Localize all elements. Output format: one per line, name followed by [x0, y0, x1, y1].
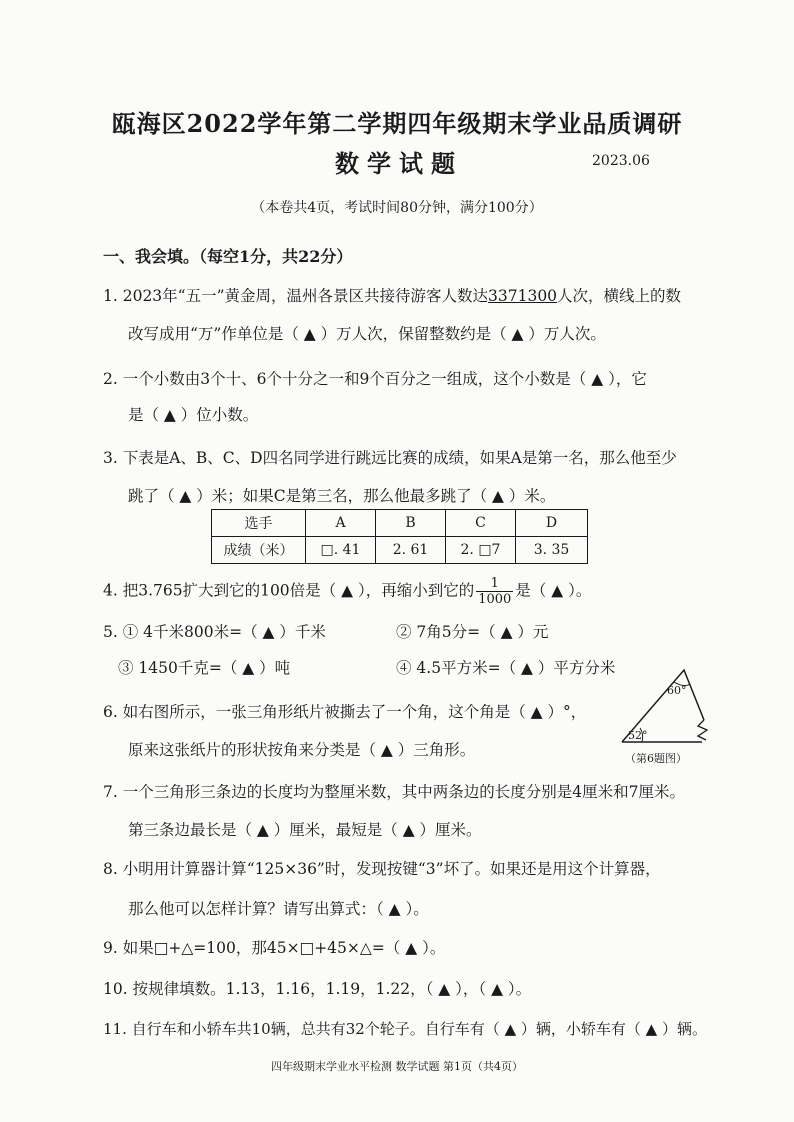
score-table [211, 509, 588, 564]
table-header-cell: A [306, 510, 376, 537]
question-5-part-2: ② 7角5分=（ ▲ ）元 [396, 623, 549, 641]
table-header-cell: 选手 [212, 510, 306, 537]
table-header-cell: B [376, 510, 446, 537]
exam-title: 瓯海区2022学年第二学期四年级期末学业品质调研 [111, 109, 683, 138]
question-10: 10. 按规律填数。1.13，1.16，1.19，1.22，（ ▲ ），（ ▲ ）。 [103, 980, 532, 998]
question-8-line-2: 那么他可以怎样计算？请写出算式：（ ▲ ）。 [128, 900, 429, 918]
table-cell: 成绩（米） [212, 537, 306, 564]
exam-subtitle: 数学试题 [335, 149, 463, 178]
question-5-part-1: 5. ① 4千米800米=（ ▲ ）千米 [103, 623, 326, 641]
question-2-line-2: 是（ ▲ ）位小数。 [128, 406, 259, 424]
question-6-line-1: 6. 如右图所示，一张三角形纸片被撕去了一个角，这个角是（ ▲ ）°， [103, 703, 587, 721]
question-6-line-2: 原来这张纸片的形状按角来分类是（ ▲ ）三角形。 [128, 741, 476, 759]
table-cell: 3. 35 [516, 537, 588, 564]
question-5-part-4: ④ 4.5平方米=（ ▲ ）平方分米 [396, 659, 616, 677]
page-footer: 四年级期末学业水平检测 数学试题 第1页（共4页） [271, 1060, 523, 1073]
exam-info: （本卷共4页，考试时间80分钟，满分100分） [251, 200, 543, 216]
fraction-numerator: 1 [476, 576, 513, 592]
fraction-denominator: 1000 [478, 592, 512, 607]
q4-text-a: 4. 把3.765扩大到它的100倍是（ ▲ ），再缩小到它的 [103, 581, 475, 600]
question-3-line-2: 跳了（ ▲ ）米；如果C是第三名，那么他最多跳了（ ▲ ）米。 [128, 487, 556, 505]
q1-underlined-number: 3371300 [488, 287, 558, 305]
question-4 [103, 576, 591, 607]
question-3-line-1: 3. 下表是A、B、C、D四名同学进行跳远比赛的成绩，如果A是第一名，那么他至少 [103, 449, 677, 467]
q1-text-a: 1. 2023年“五一”黄金周，温州各景区共接待游客人数达 [103, 287, 489, 305]
table-header-row [212, 510, 588, 537]
question-1-line-1 [103, 284, 681, 306]
angle-60-label: 60° [667, 684, 687, 697]
torn-triangle-figure [612, 662, 712, 748]
table-header-cell: D [516, 510, 588, 537]
table-header-cell: C [446, 510, 516, 537]
exam-date: 2023.06 [592, 153, 650, 169]
table-row [212, 537, 588, 564]
section-heading: 一、我会填。（每空1分，共22分） [103, 247, 353, 266]
table-cell: □. 41 [306, 537, 376, 564]
fraction [476, 576, 513, 607]
question-1-line-2: 改写成用“万”作单位是（ ▲ ）万人次，保留整数约是（ ▲ ）万人次。 [128, 325, 606, 343]
angle-52-label: 52° [628, 729, 648, 742]
question-11: 11. 自行车和小轿车共10辆，总共有32个轮子。自行车有（ ▲ ）辆，小轿车有（ ▲ ）辆。 [103, 1020, 707, 1038]
question-5-part-3: ③ 1450千克=（ ▲ ）吨 [118, 659, 291, 677]
question-8-line-1: 8. 小明用计算器计算“125×36”时，发现按键“3”坏了。如果还是用这个计算器， [103, 860, 661, 878]
question-7-line-2: 第三条边最长是（ ▲ ）厘米，最短是（ ▲ ）厘米。 [128, 821, 482, 839]
question-9: 9. 如果□+△=100，那45×□+45×△=（ ▲ ）。 [103, 939, 446, 957]
table-cell: 2. 61 [376, 537, 446, 564]
question-2-line-1: 2. 一个小数由3个十、6个十分之一和9个百分之一组成，这个小数是（ ▲ ），它 [103, 370, 647, 388]
figure-caption: （第6题图） [625, 752, 687, 765]
question-7-line-1: 7. 一个三角形三条边的长度均为整厘米数，其中两条边的长度分别是4厘米和7厘米。 [103, 783, 685, 801]
table-cell: 2. □7 [446, 537, 516, 564]
q1-text-b: 人次，横线上的数 [557, 287, 682, 305]
q4-text-b: 是（ ▲ ）。 [515, 581, 592, 600]
